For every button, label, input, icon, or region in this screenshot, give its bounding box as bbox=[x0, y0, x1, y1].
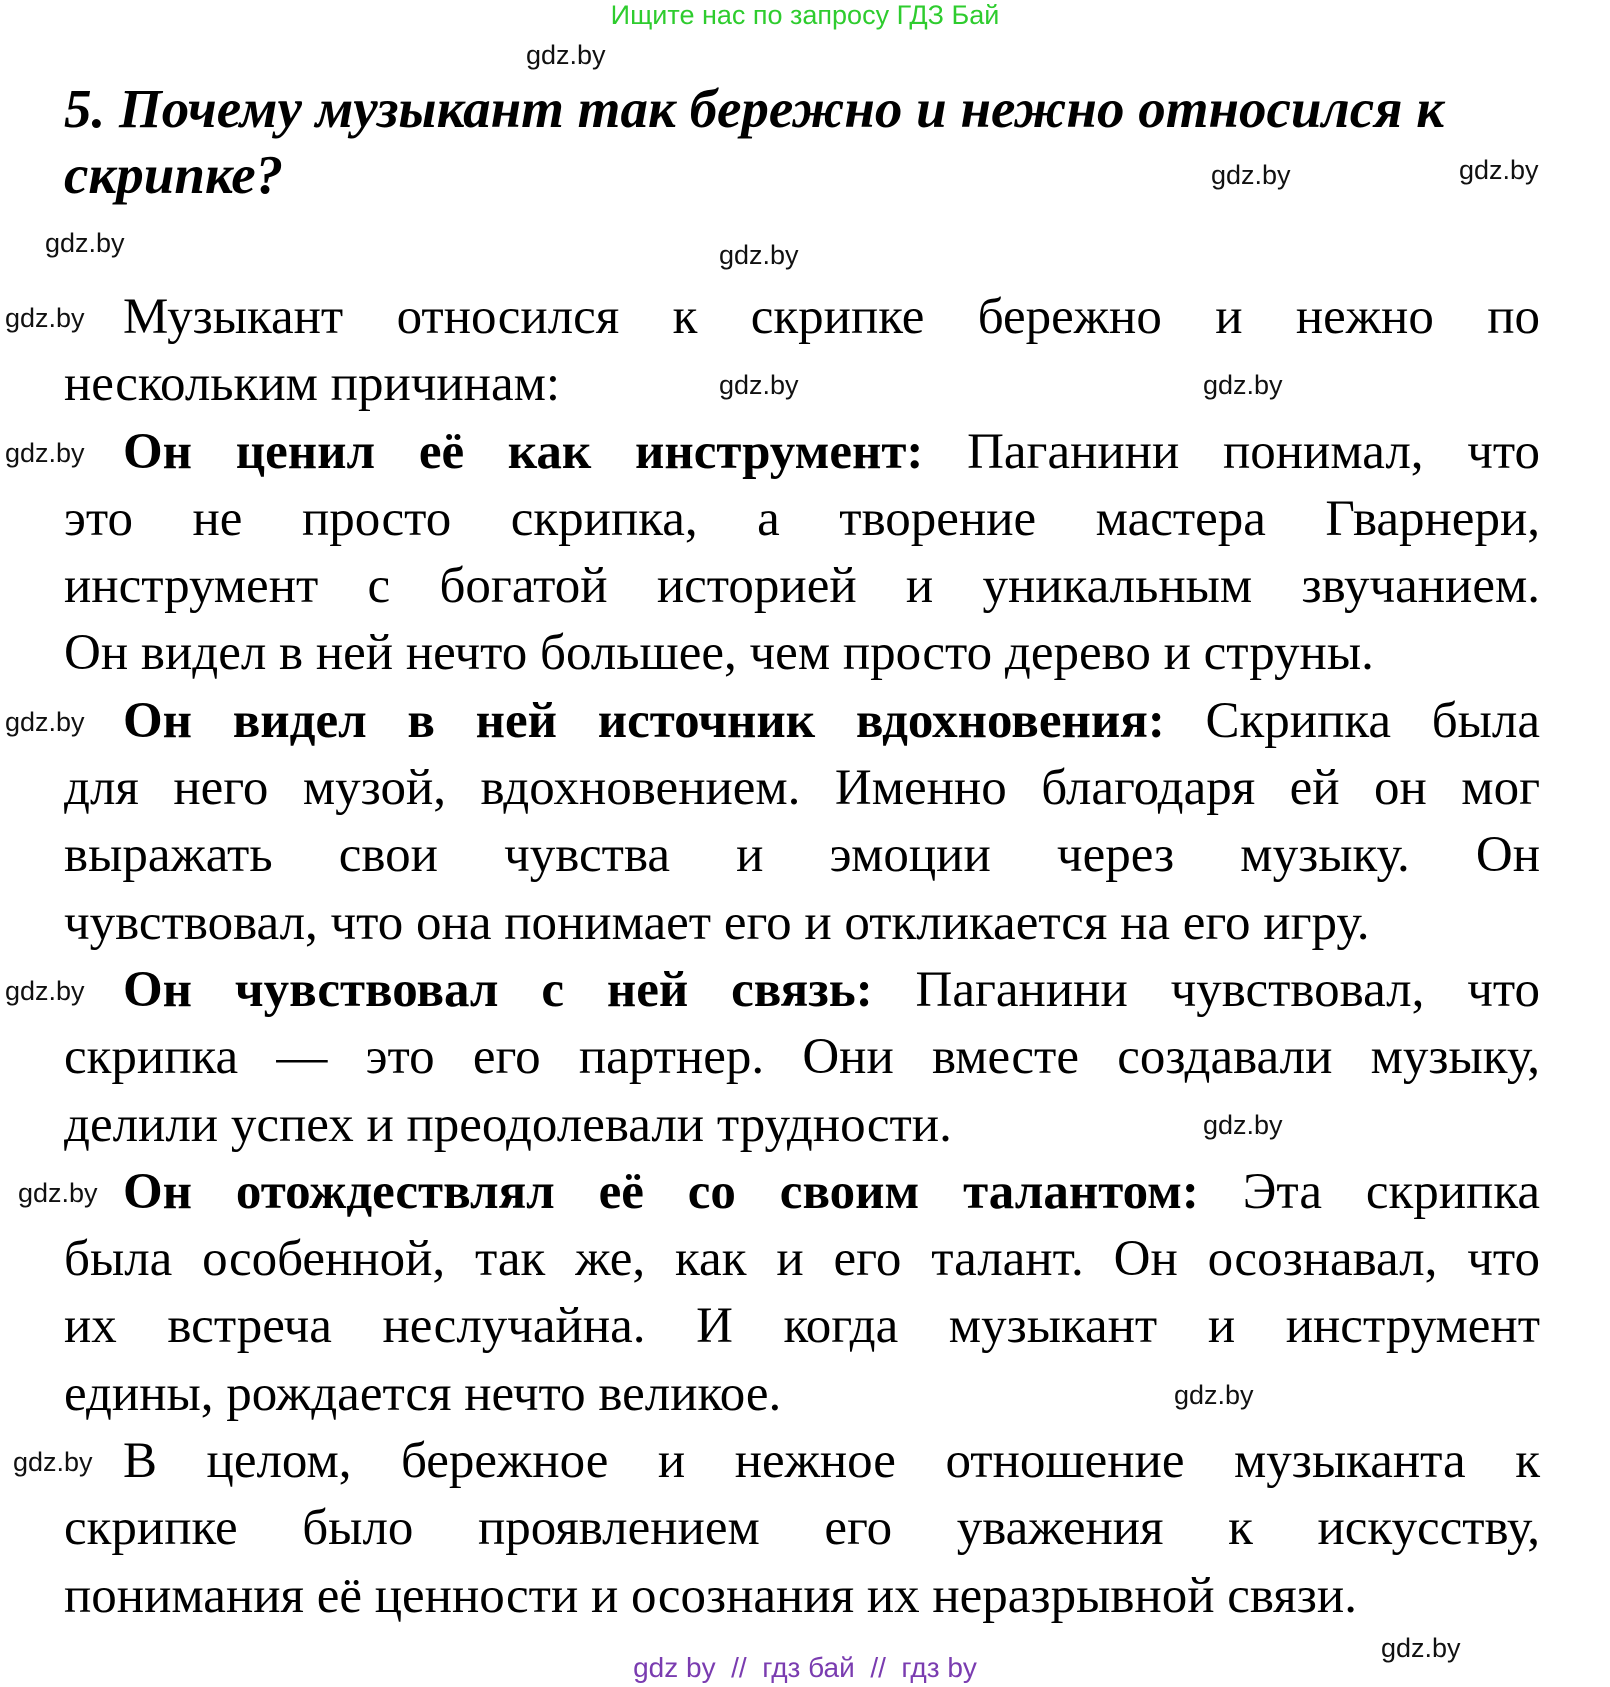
answer-line bbox=[123, 957, 1540, 1024]
watermark: gdz.by bbox=[5, 976, 85, 1006]
watermark: gdz.by bbox=[13, 1447, 93, 1477]
answer-line bbox=[64, 822, 1540, 889]
answer-line bbox=[64, 1495, 1540, 1562]
watermark: gdz.by bbox=[719, 240, 799, 270]
answer-line bbox=[64, 1226, 1540, 1293]
watermark: gdz.by bbox=[1381, 1633, 1461, 1663]
line-text: Он видел в ней нечто большее, чем просто дерево и струны. bbox=[64, 625, 1374, 682]
line-text: это не просто скрипка, а творение мастера Гварнери, bbox=[64, 490, 1540, 547]
watermark: gdz.by bbox=[719, 370, 799, 400]
heading-line: скрипке? bbox=[64, 144, 284, 205]
footer-links: gdz by // гдз бай // гдз by bbox=[633, 1652, 977, 1683]
watermark: gdz.by bbox=[5, 303, 85, 333]
line-text: едины, рождается нечто великое. bbox=[64, 1365, 782, 1422]
answer-line bbox=[64, 553, 1540, 620]
answer-line bbox=[64, 755, 1540, 822]
line-text: скрипка — это его партнер. Они вместе создавали музыку, bbox=[64, 1029, 1540, 1086]
watermark: gdz.by bbox=[1203, 370, 1283, 400]
line-text: В целом, бережное и нежное отношение музыканта к bbox=[123, 1433, 1540, 1490]
line-text: понимания её ценности и осознания их неразрывной связи. bbox=[64, 1567, 1357, 1624]
search-banner: Ищите нас по запросу ГДЗ Бай bbox=[610, 0, 1000, 30]
watermark: gdz.by bbox=[45, 228, 125, 258]
line-text: Паганини понимал, что bbox=[923, 423, 1541, 480]
reason-title: Он видел в ней источник вдохновения: bbox=[123, 692, 1165, 749]
answer-line bbox=[64, 620, 1374, 687]
watermark: gdz.by bbox=[5, 438, 85, 468]
line-text: для него музой, вдохновением. Именно благодаря ей он мог bbox=[64, 760, 1540, 817]
line-text: Паганини чувствовал, что bbox=[872, 961, 1540, 1018]
line-text: Скрипка была bbox=[1164, 692, 1540, 749]
line-text: была особенной, так же, как и его талант. Он осознавал, что bbox=[64, 1231, 1540, 1288]
answer-line bbox=[123, 284, 1540, 351]
answer-line bbox=[64, 1563, 1357, 1630]
answer-line bbox=[123, 688, 1540, 755]
line-text: инструмент с богатой историей и уникальным звучанием. bbox=[64, 558, 1540, 615]
reason-title: Он ценил её как инструмент: bbox=[123, 423, 924, 480]
answer-line bbox=[64, 890, 1369, 957]
answer-line bbox=[123, 419, 1540, 486]
watermark: gdz.by bbox=[526, 40, 606, 70]
line-text: чувствовал, что она понимает его и откликается на его игру. bbox=[64, 894, 1370, 951]
answer-line bbox=[64, 351, 560, 418]
answer-line bbox=[123, 1159, 1540, 1226]
heading-line: 5. Почему музыкант так бережно и нежно относился к bbox=[64, 78, 1445, 139]
watermark: gdz.by bbox=[1459, 155, 1539, 185]
watermark: gdz.by bbox=[5, 707, 85, 737]
watermark: gdz.by bbox=[18, 1178, 98, 1208]
question-heading bbox=[64, 76, 1544, 208]
line-text: Музыкант относился к скрипке бережно и нежно по bbox=[123, 289, 1540, 345]
answer-line bbox=[64, 1293, 1540, 1360]
line-text: Эта скрипка bbox=[1198, 1163, 1540, 1220]
watermark: gdz.by bbox=[1203, 1110, 1283, 1140]
answer-line bbox=[64, 486, 1540, 553]
answer-line bbox=[64, 1361, 781, 1428]
watermark: gdz.by bbox=[1174, 1380, 1254, 1410]
answer-line bbox=[123, 1428, 1540, 1495]
answer-text bbox=[64, 284, 1540, 1630]
answer-line bbox=[64, 1024, 1540, 1091]
line-text: выражать свои чувства и эмоции через музыку. Он bbox=[64, 827, 1540, 884]
line-text: их встреча неслучайна. И когда музыкант и инструмент bbox=[64, 1298, 1540, 1355]
answer-line bbox=[64, 1092, 952, 1159]
reason-title: Он отождествлял её со своим талантом: bbox=[123, 1163, 1199, 1220]
watermark: gdz.by bbox=[1211, 160, 1291, 190]
reason-title: Он чувствовал с ней связь: bbox=[123, 961, 873, 1018]
line-text: скрипке было проявлением его уважения к искусству, bbox=[64, 1500, 1540, 1557]
line-text: делили успех и преодолевали трудности. bbox=[64, 1096, 952, 1153]
line-text: нескольким причинам: bbox=[64, 356, 561, 413]
